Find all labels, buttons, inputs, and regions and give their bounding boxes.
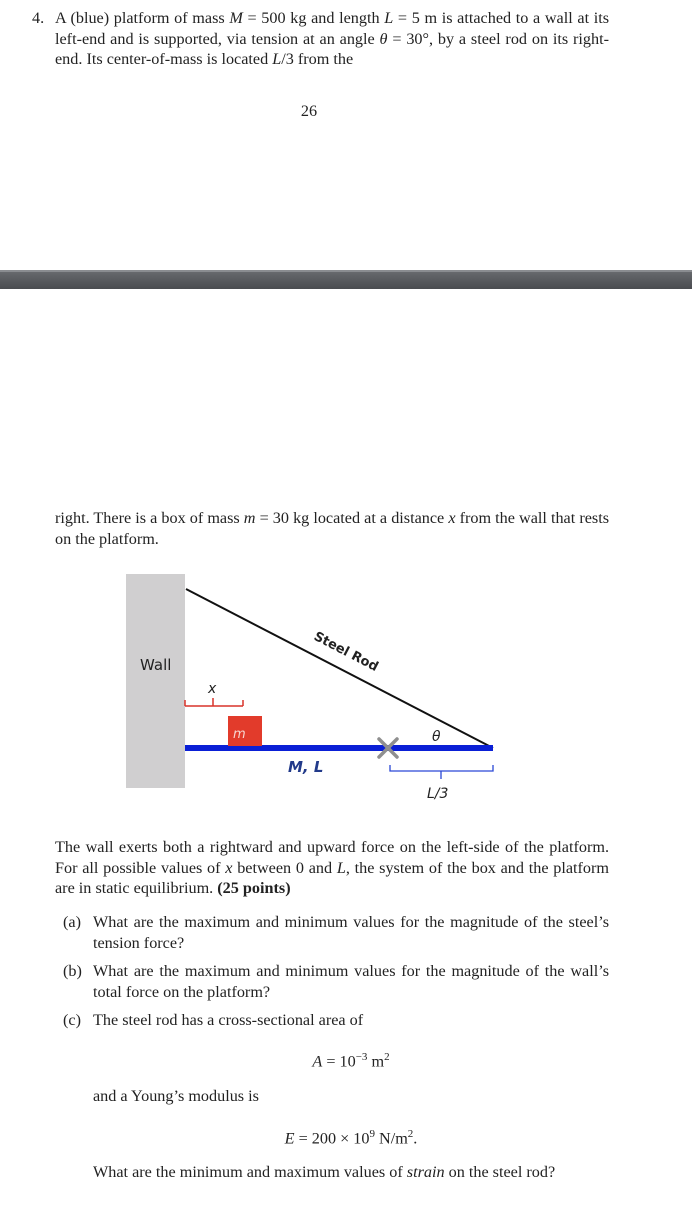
cont-text-1: right. There is a box of mass: [55, 509, 244, 527]
body-var-L: L: [336, 858, 346, 877]
intro-var-L2: L: [272, 50, 282, 69]
page-number: 26: [300, 102, 318, 120]
intro-text-4: = 30°, by a steel rod on its right-end. Its center-of-mass is located: [55, 29, 609, 69]
area-value: = 10: [322, 1052, 356, 1071]
problem-intro: [55, 8, 609, 70]
com-distance-bracket: [390, 765, 493, 779]
page-separator-highlight: [0, 270, 692, 272]
young-modulus-equation: [93, 1124, 609, 1149]
area-unit-exponent: 2: [384, 1051, 390, 1063]
modulus-var-E: E: [284, 1129, 295, 1148]
area-unit: m: [367, 1052, 385, 1071]
strain-text-2: on the steel rod?: [444, 1163, 556, 1181]
intro-var-M: M: [229, 9, 243, 27]
part-c-label: (c): [63, 1011, 81, 1029]
intro-text-2: = 500 kg and length: [242, 9, 385, 27]
modulus-unit-exponent: 2: [407, 1128, 414, 1140]
area-var-A: A: [312, 1052, 323, 1071]
platform-label: M, L: [288, 758, 324, 776]
part-a-label: (a): [63, 913, 81, 931]
platform-diagram: [0, 560, 692, 810]
x-distance-label: x: [208, 681, 217, 697]
cont-var-x: x: [448, 509, 456, 527]
modulus-value: = 200 × 10: [294, 1129, 370, 1148]
body-text-3: , the system of the box and the platform are in static equilibrium.: [55, 858, 609, 898]
part-a-text: What are the maximum and minimum values for the magnitude of the steel’s tension force?: [93, 913, 609, 952]
intro-text-1: A (blue) platform of mass: [55, 9, 230, 27]
angle-theta-label: θ: [432, 729, 441, 745]
intro-text-3: = 5 m is attached to a wall at its left-end and is supported, via tension at an angle: [55, 9, 610, 48]
strain-text-1: What are the minimum and maximum values of: [93, 1163, 407, 1181]
wall-label: Wall: [140, 656, 172, 674]
part-b-text: What are the maximum and minimum values for the magnitude of the wall’s total force on the platform?: [93, 962, 609, 1001]
modulus-exponent: 9: [369, 1128, 375, 1140]
cont-text-2: = 30 kg located at a distance: [255, 509, 449, 527]
part-c-text: The steel rod has a cross-sectional area of: [93, 1011, 364, 1029]
body-var-x: x: [225, 858, 233, 877]
intro-text-5: /3 from the: [281, 50, 354, 69]
modulus-unit: N/m: [374, 1129, 408, 1148]
points-label: (25 points): [217, 879, 291, 898]
problem-body: [55, 837, 609, 899]
intro-var-theta: θ: [379, 29, 388, 48]
page-separator: [0, 270, 692, 289]
body-text-1: The wall exerts both a rightward and upward force on the left-side of the platform. For all possible values of: [55, 838, 609, 877]
modulus-period: .: [413, 1129, 418, 1148]
part-b-label: (b): [63, 962, 82, 980]
wall-shape: [126, 574, 185, 788]
strain-word: strain: [406, 1163, 445, 1181]
com-distance-label: L/3: [427, 786, 449, 802]
young-modulus-text: and a Young’s modulus is: [93, 1087, 259, 1105]
box-mass-label: m: [233, 727, 246, 742]
intro-var-L: L: [384, 9, 394, 27]
strain-question: [93, 1162, 609, 1183]
cont-var-m: m: [243, 509, 256, 527]
problem-number: 4.: [32, 9, 45, 27]
cont-text-3: from the wall that rests on the platform.: [55, 509, 609, 548]
steel-rod-label: Steel Rod: [311, 629, 381, 675]
area-equation: [93, 1047, 609, 1072]
body-text-2: between 0 and: [232, 858, 337, 877]
problem-continuation: [55, 508, 609, 549]
area-exponent: −3: [355, 1051, 368, 1063]
x-distance-bracket: [185, 698, 243, 706]
